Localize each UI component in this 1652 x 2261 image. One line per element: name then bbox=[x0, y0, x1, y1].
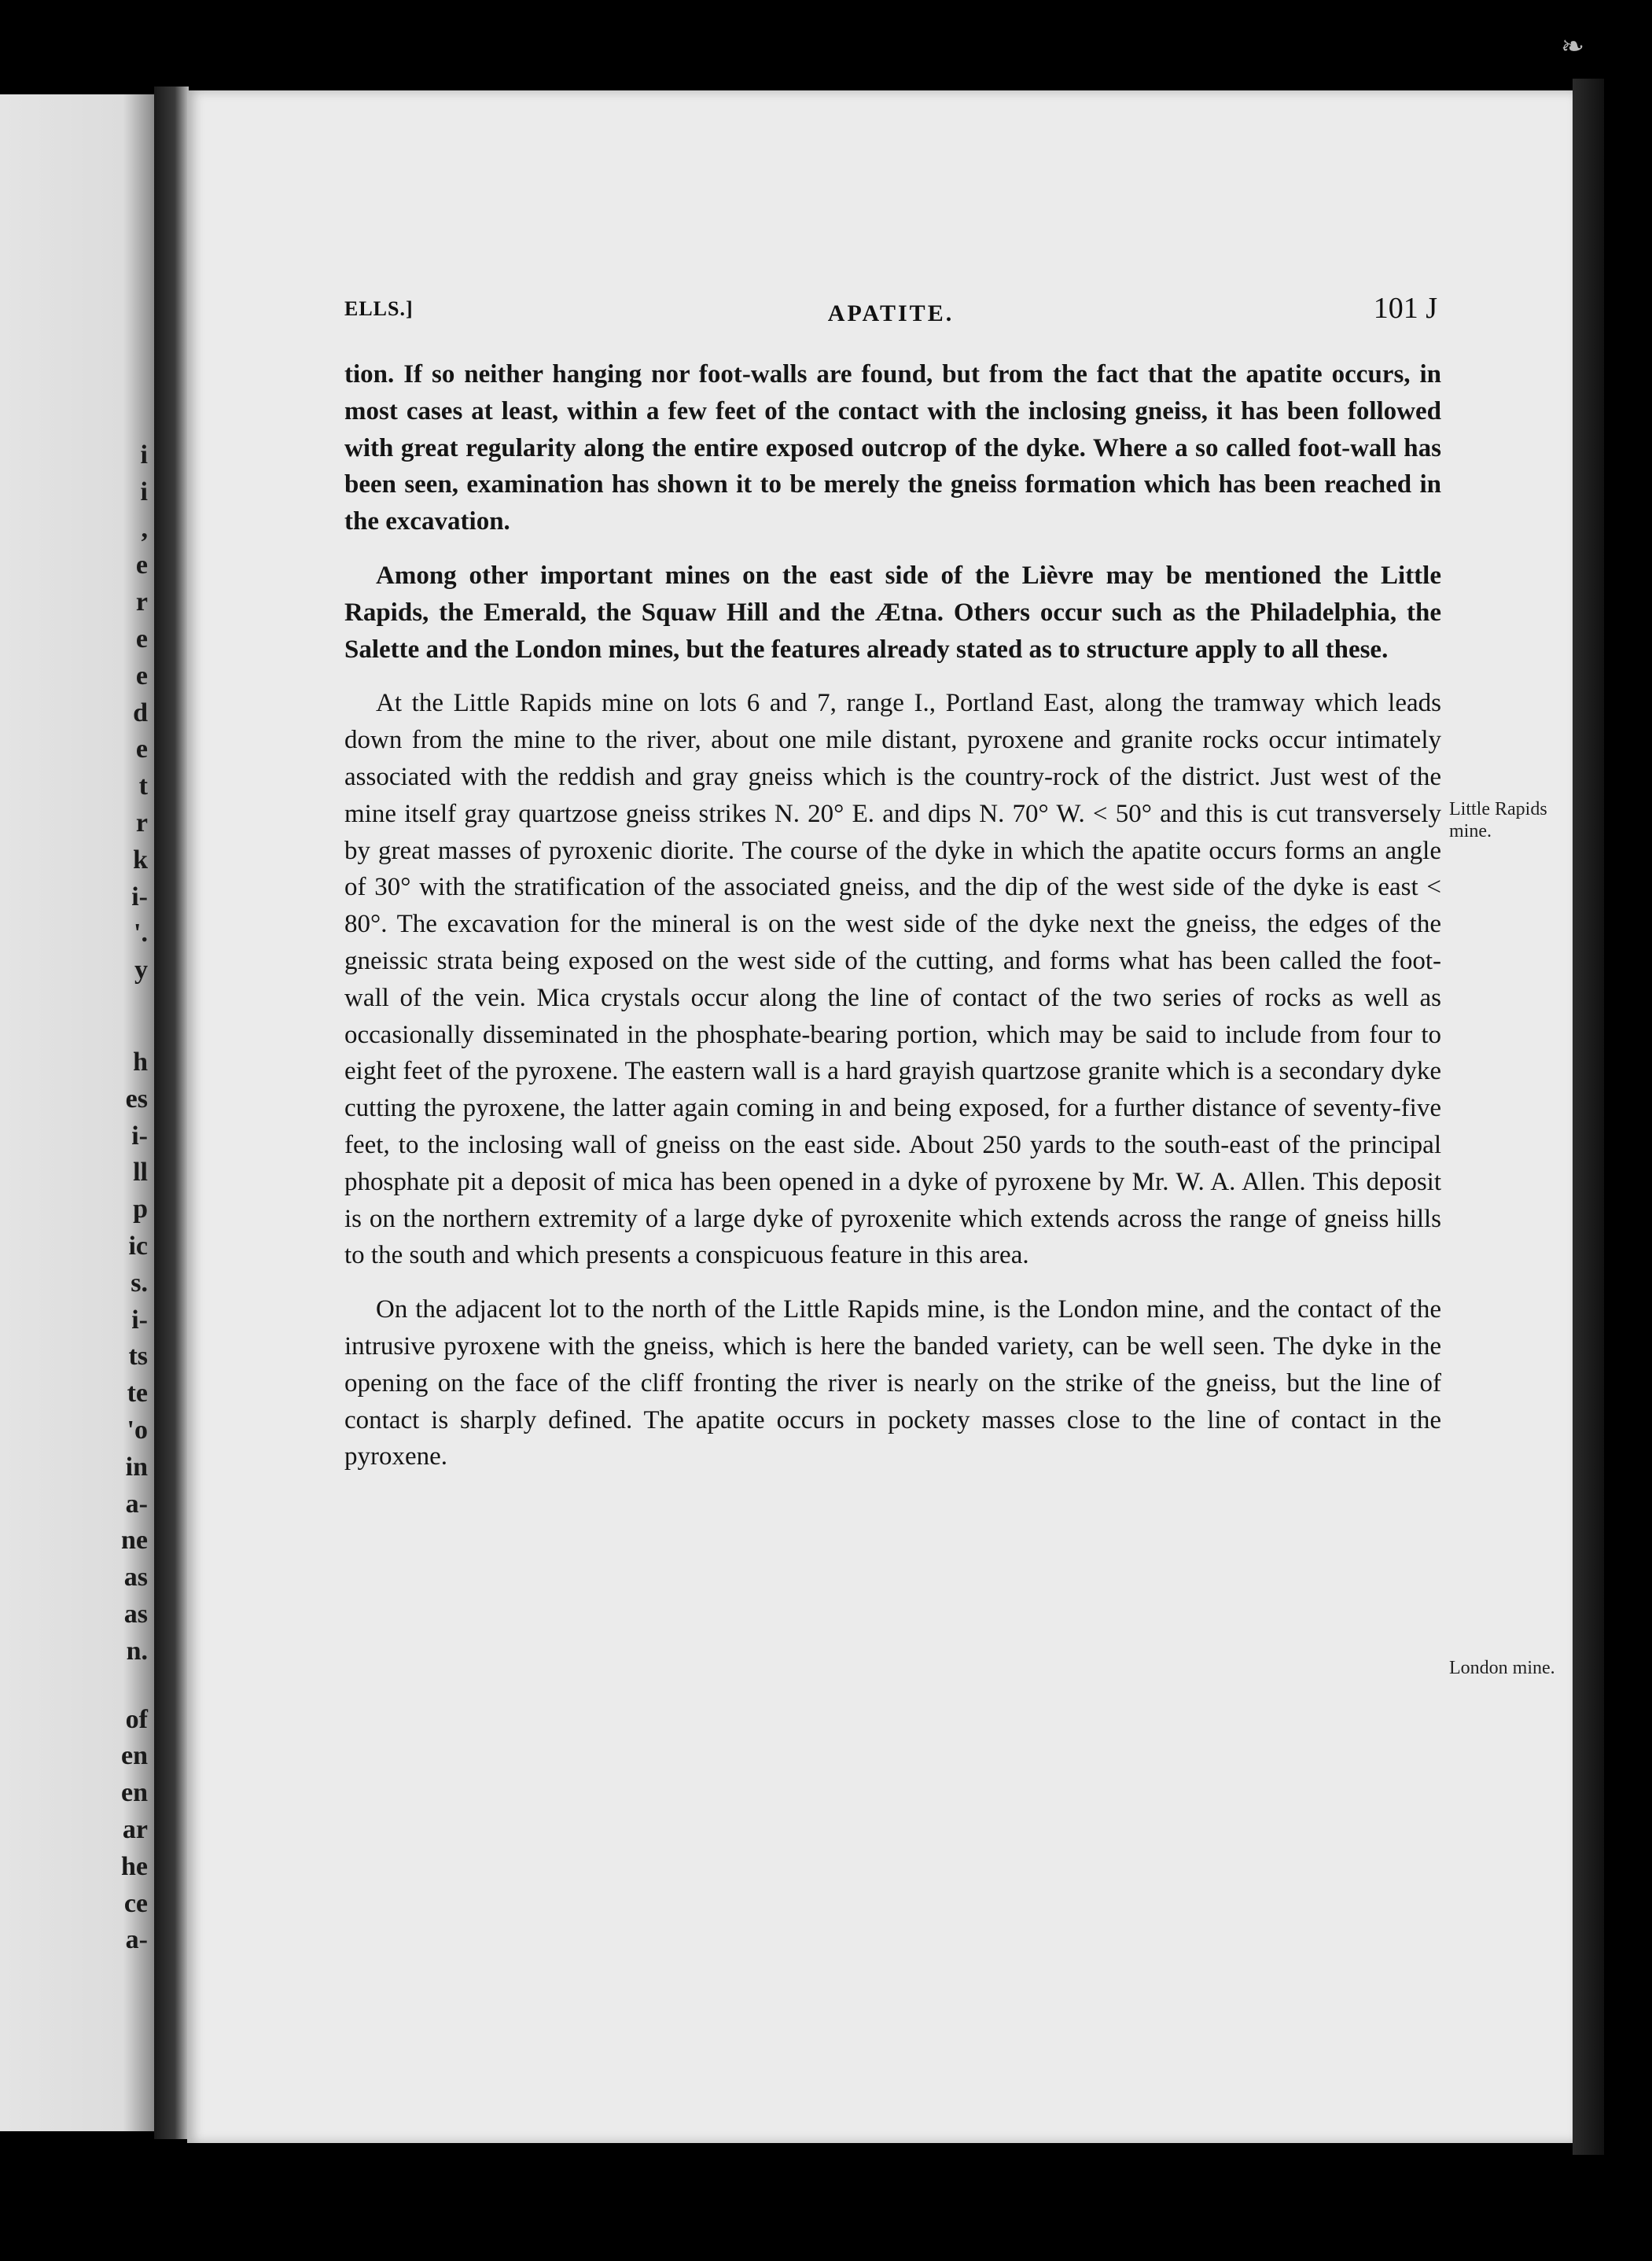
left-page-fragment: s. bbox=[131, 1268, 148, 1298]
left-page-fragment: en bbox=[121, 1778, 148, 1808]
left-page-fragment: d bbox=[133, 698, 148, 727]
book-gutter bbox=[154, 87, 189, 2139]
left-page-fragment: e bbox=[135, 661, 148, 690]
left-page-fragment: e bbox=[135, 551, 148, 580]
sidenote-little-rapids: Little Rapids mine. bbox=[1449, 799, 1547, 841]
left-page-fragment: in bbox=[125, 1452, 148, 1482]
left-page-fragment: y bbox=[134, 956, 148, 985]
left-page-fragment: a- bbox=[125, 1925, 148, 1955]
left-page-fragment: as bbox=[123, 1600, 148, 1629]
left-page-fragment: ts bbox=[128, 1342, 148, 1372]
paragraph-4: On the adjacent lot to the north of the Little Rapids mine, is the London mine, and the contact of the intrusive pyroxene with the gneiss, which is here the banded variety, can be well seen. The dyke in the opening on the face of the cliff fronting the river is nearly on the strike of the gneiss, but the line of contact is sharply defined. The apatite occurs in pockety masses close to the line of contact in the pyroxene. bbox=[344, 1295, 1441, 1471]
left-page-fragment: i bbox=[140, 440, 148, 470]
left-page-fragment: ar bbox=[122, 1815, 148, 1844]
running-header bbox=[344, 291, 1437, 338]
left-page-fragment: r bbox=[135, 587, 148, 617]
left-page-fragment: p bbox=[133, 1195, 148, 1224]
left-page-fragment: i bbox=[140, 477, 148, 506]
main-page bbox=[187, 90, 1573, 2143]
corner-mark-icon: ❧ bbox=[1561, 31, 1585, 62]
left-page-fragment: i- bbox=[131, 882, 148, 911]
left-page-fragment: es bbox=[125, 1084, 148, 1114]
left-page-fragment: of bbox=[125, 1704, 148, 1734]
left-page-fragment: e bbox=[135, 624, 148, 654]
left-page-fragment: n. bbox=[126, 1636, 148, 1666]
left-facing-page bbox=[0, 94, 154, 2131]
left-page-fragment: i- bbox=[131, 1305, 148, 1335]
body-text bbox=[344, 356, 1441, 1493]
left-page-fragment: a- bbox=[125, 1489, 148, 1519]
left-page-fragment: e bbox=[135, 735, 148, 764]
paragraph-2: Among other important mines on the east side of the Lièvre may be mentioned the Little Rapids, the Emerald, the Squaw Hill and the Ætna. Others occur such as the Philadelphia, the Salette and the London mines, but the features already stated as to structure apply to all these. bbox=[344, 561, 1441, 664]
left-page-fragment: t bbox=[138, 771, 148, 801]
left-page-fragment: r bbox=[135, 808, 148, 838]
header-title: APATITE. bbox=[827, 300, 955, 326]
left-page-fragment: i- bbox=[131, 1121, 148, 1151]
sidenote-london: London mine. bbox=[1449, 1658, 1555, 1678]
left-page-fragment: ic bbox=[128, 1232, 148, 1261]
left-page-fragment: he bbox=[121, 1851, 148, 1881]
page-number: 101 J bbox=[1373, 292, 1437, 325]
header-author: ELLS.] bbox=[344, 297, 414, 320]
left-page-fragment: , bbox=[141, 514, 148, 543]
left-page-fragment: ll bbox=[133, 1158, 148, 1188]
left-page-fragment: en bbox=[121, 1741, 148, 1771]
left-page-fragment: 'o bbox=[127, 1416, 148, 1445]
left-page-fragment: k bbox=[133, 845, 148, 875]
paragraph-3: At the Little Rapids mine on lots 6 and 7, range I., Portland East, along the tramway which leads down from the mine to the river, about one mile distant, pyroxene and granite rocks occur intimately associated with the reddish and gray gneiss which is the country-rock of the district. Just west of the mine itself gray quartzose gneiss strikes N. 20° E. and dips N. 70° W. < 50° and this is cut transversely by great masses of pyroxenic diorite. The course of the dyke in which the apatite occurs forms an angle of 30° with the stratification of the associated gneiss, and the dip of the west side of the dyke is east < 80°. The excavation for the mineral is on the west side of the dyke next the gneiss, the edges of the gneissic strata being exposed on the west side of the cutting, and forms what has been called the foot-wall of the vein. Mica crystals occur along the line of contact of the two series of rocks as well as occasionally disseminated in the phosphate-bearing portion, which may be said to include from four to eight feet of the pyroxene. The eastern wall is a hard grayish quartzose granite which is a secondary dyke cutting the pyroxene, the latter again coming in and being exposed, for a further distance of seventy-five feet, to the inclosing wall of gneiss on the east side. About 250 yards to the south-east of the principal phosphate pit a deposit of mica has been opened in a dyke of pyroxene by Mr. W. A. Allen. This deposit is on the northern extremity of a large dyke of pyroxenite which extends across the range of gneiss hills to the south and which presents a conspicuous feature in this area. bbox=[344, 689, 1441, 1270]
left-page-fragment: h bbox=[133, 1048, 148, 1077]
left-page-fragment: '. bbox=[134, 919, 148, 948]
paragraph-1: tion. If so neither hanging nor foot-walls are found, but from the fact that the apatite occurs, in most cases at least, within a few feet of the contact with the inclosing gneiss, it has been followed with great regularity along the entire exposed outcrop of the dyke. Where a so called foot-wall has been seen, examination has shown it to be merely the gneiss formation which has been reached in the excavation. bbox=[344, 360, 1441, 536]
left-page-fragment: ne bbox=[121, 1526, 148, 1556]
left-page-fragment: te bbox=[127, 1379, 148, 1409]
left-page-fragment: ce bbox=[123, 1888, 148, 1918]
left-page-fragment: as bbox=[123, 1563, 148, 1593]
page-right-edge bbox=[1573, 79, 1604, 2155]
left-page-fragments bbox=[0, 94, 154, 2131]
